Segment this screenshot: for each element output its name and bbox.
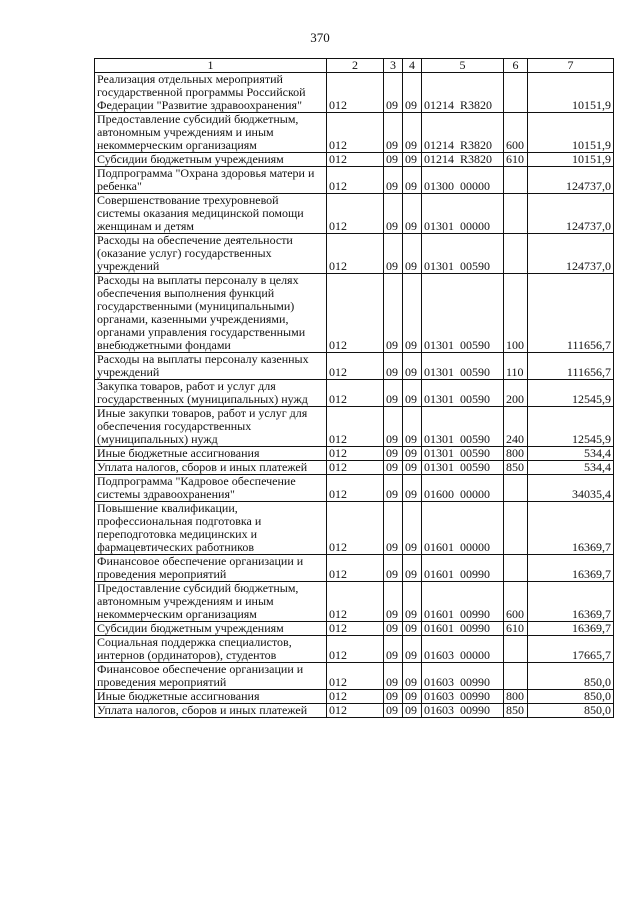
row-expense-type: 240 [504, 407, 528, 447]
row-target-article: 01601 00990 [422, 555, 504, 582]
row-amount: 850,0 [528, 690, 614, 704]
row-subsection: 09 [403, 274, 422, 353]
row-expense-type: 610 [504, 622, 528, 636]
row-subsection: 09 [403, 461, 422, 475]
header-col-1: 1 [95, 59, 327, 73]
row-expense-type: 110 [504, 353, 528, 380]
row-target-article: 01301 00590 [422, 447, 504, 461]
row-amount: 850,0 [528, 704, 614, 718]
row-target-article: 01301 00590 [422, 380, 504, 407]
row-amount: 850,0 [528, 663, 614, 690]
row-administrator-code: 012 [327, 113, 384, 153]
row-amount: 16369,7 [528, 622, 614, 636]
row-administrator-code: 012 [327, 690, 384, 704]
row-amount: 124737,0 [528, 234, 614, 274]
row-administrator-code: 012 [327, 73, 384, 113]
row-amount: 34035,4 [528, 475, 614, 502]
row-administrator-code: 012 [327, 234, 384, 274]
row-expense-type [504, 663, 528, 690]
table-row [95, 663, 614, 690]
row-section: 09 [384, 407, 403, 447]
row-section: 09 [384, 502, 403, 555]
row-target-article: 01601 00990 [422, 622, 504, 636]
row-target-article: 01214 R3820 [422, 113, 504, 153]
row-section: 09 [384, 475, 403, 502]
page-number: 370 [310, 30, 330, 45]
row-amount: 16369,7 [528, 502, 614, 555]
row-expense-type [504, 194, 528, 234]
row-amount: 16369,7 [528, 555, 614, 582]
row-subsection: 09 [403, 167, 422, 194]
row-subsection: 09 [403, 622, 422, 636]
header-col-6: 6 [504, 59, 528, 73]
table-row [95, 704, 614, 718]
row-target-article: 01603 00990 [422, 663, 504, 690]
row-expense-type: 600 [504, 113, 528, 153]
row-amount: 124737,0 [528, 194, 614, 234]
row-section: 09 [384, 704, 403, 718]
row-name: Уплата налогов, сборов и иных платежей [95, 704, 327, 718]
row-section: 09 [384, 274, 403, 353]
row-name: Иные закупки товаров, работ и услуг для обеспечения государственных (муниципальных) нужд [95, 407, 327, 447]
row-amount: 111656,7 [528, 274, 614, 353]
row-target-article: 01603 00990 [422, 704, 504, 718]
table-row [95, 274, 614, 353]
row-name: Расходы на выплаты персоналу казенных учреждений [95, 353, 327, 380]
row-expense-type: 800 [504, 447, 528, 461]
row-target-article: 01603 00990 [422, 690, 504, 704]
row-name: Повышение квалификации, профессиональная подготовка и переподготовка медицинских и фармацевтических работников [95, 502, 327, 555]
row-subsection: 09 [403, 555, 422, 582]
row-administrator-code: 012 [327, 555, 384, 582]
row-amount: 111656,7 [528, 353, 614, 380]
row-subsection: 09 [403, 475, 422, 502]
row-expense-type [504, 234, 528, 274]
row-target-article: 01301 00590 [422, 407, 504, 447]
row-expense-type: 600 [504, 582, 528, 622]
table-row [95, 380, 614, 407]
row-name: Предоставление субсидий бюджетным, автономным учреждениям и иным некоммерческим организациям [95, 582, 327, 622]
row-expense-type [504, 502, 528, 555]
row-target-article: 01601 00000 [422, 502, 504, 555]
table-row [95, 622, 614, 636]
row-expense-type [504, 167, 528, 194]
row-target-article: 01214 R3820 [422, 153, 504, 167]
row-amount: 10151,9 [528, 73, 614, 113]
row-subsection: 09 [403, 582, 422, 622]
row-amount: 12545,9 [528, 380, 614, 407]
row-name: Закупка товаров, работ и услуг для государственных (муниципальных) нужд [95, 380, 327, 407]
row-subsection: 09 [403, 663, 422, 690]
table-row [95, 502, 614, 555]
row-amount: 124737,0 [528, 167, 614, 194]
row-target-article: 01301 00590 [422, 234, 504, 274]
row-administrator-code: 012 [327, 194, 384, 234]
row-section: 09 [384, 73, 403, 113]
row-expense-type [504, 73, 528, 113]
table-row [95, 475, 614, 502]
row-administrator-code: 012 [327, 636, 384, 663]
row-section: 09 [384, 234, 403, 274]
table-row [95, 113, 614, 153]
table-row [95, 407, 614, 447]
row-name: Реализация отдельных мероприятий государственной программы Российской Федерации "Развитие здравоохранения" [95, 73, 327, 113]
row-administrator-code: 012 [327, 663, 384, 690]
row-expense-type: 800 [504, 690, 528, 704]
row-section: 09 [384, 447, 403, 461]
row-name: Расходы на обеспечение деятельности (оказание услуг) государственных учреждений [95, 234, 327, 274]
row-subsection: 09 [403, 380, 422, 407]
row-amount: 12545,9 [528, 407, 614, 447]
row-expense-type [504, 555, 528, 582]
row-subsection: 09 [403, 407, 422, 447]
row-target-article: 01300 00000 [422, 167, 504, 194]
header-row [95, 59, 614, 73]
row-section: 09 [384, 555, 403, 582]
header-col-7: 7 [528, 59, 614, 73]
row-section: 09 [384, 461, 403, 475]
row-name: Совершенствование трехуровневой системы оказания медицинской помощи женщинам и детям [95, 194, 327, 234]
row-section: 09 [384, 663, 403, 690]
row-target-article: 01601 00990 [422, 582, 504, 622]
row-subsection: 09 [403, 73, 422, 113]
table-row [95, 690, 614, 704]
row-name: Подпрограмма "Охрана здоровья матери и ребенка" [95, 167, 327, 194]
table-row [95, 461, 614, 475]
row-subsection: 09 [403, 234, 422, 274]
table-row [95, 555, 614, 582]
row-section: 09 [384, 582, 403, 622]
row-expense-type [504, 475, 528, 502]
row-subsection: 09 [403, 502, 422, 555]
row-section: 09 [384, 167, 403, 194]
row-name: Субсидии бюджетным учреждениям [95, 622, 327, 636]
table-row [95, 636, 614, 663]
row-section: 09 [384, 153, 403, 167]
row-administrator-code: 012 [327, 502, 384, 555]
row-administrator-code: 012 [327, 274, 384, 353]
table-row [95, 447, 614, 461]
row-subsection: 09 [403, 704, 422, 718]
row-expense-type [504, 636, 528, 663]
row-expense-type: 200 [504, 380, 528, 407]
row-name: Финансовое обеспечение организации и проведения мероприятий [95, 555, 327, 582]
row-name: Уплата налогов, сборов и иных платежей [95, 461, 327, 475]
row-administrator-code: 012 [327, 582, 384, 622]
table-body [95, 73, 614, 718]
row-subsection: 09 [403, 113, 422, 153]
table-row [95, 153, 614, 167]
row-expense-type: 850 [504, 461, 528, 475]
row-subsection: 09 [403, 353, 422, 380]
row-target-article: 01301 00590 [422, 274, 504, 353]
row-subsection: 09 [403, 690, 422, 704]
header-col-2: 2 [327, 59, 384, 73]
table-row [95, 167, 614, 194]
row-section: 09 [384, 690, 403, 704]
row-amount: 534,4 [528, 461, 614, 475]
row-administrator-code: 012 [327, 704, 384, 718]
row-subsection: 09 [403, 636, 422, 663]
row-administrator-code: 012 [327, 461, 384, 475]
table-row [95, 582, 614, 622]
row-expense-type: 610 [504, 153, 528, 167]
row-amount: 534,4 [528, 447, 614, 461]
row-administrator-code: 012 [327, 353, 384, 380]
row-subsection: 09 [403, 194, 422, 234]
table-row [95, 353, 614, 380]
table-row [95, 73, 614, 113]
row-expense-type: 100 [504, 274, 528, 353]
row-section: 09 [384, 380, 403, 407]
header-col-3: 3 [384, 59, 403, 73]
row-subsection: 09 [403, 447, 422, 461]
row-section: 09 [384, 194, 403, 234]
row-name: Предоставление субсидий бюджетным, автономным учреждениям и иным некоммерческим организациям [95, 113, 327, 153]
row-expense-type: 850 [504, 704, 528, 718]
row-section: 09 [384, 113, 403, 153]
row-administrator-code: 012 [327, 380, 384, 407]
table-row [95, 194, 614, 234]
row-administrator-code: 012 [327, 622, 384, 636]
header-col-4: 4 [403, 59, 422, 73]
row-name: Финансовое обеспечение организации и проведения мероприятий [95, 663, 327, 690]
row-administrator-code: 012 [327, 407, 384, 447]
row-target-article: 01301 00000 [422, 194, 504, 234]
row-target-article: 01301 00590 [422, 461, 504, 475]
row-name: Социальная поддержка специалистов, интернов (ординаторов), студентов [95, 636, 327, 663]
table-row [95, 234, 614, 274]
row-section: 09 [384, 622, 403, 636]
row-administrator-code: 012 [327, 447, 384, 461]
row-name: Субсидии бюджетным учреждениям [95, 153, 327, 167]
header-col-5: 5 [422, 59, 504, 73]
row-administrator-code: 012 [327, 153, 384, 167]
row-name: Расходы на выплаты персоналу в целях обеспечения выполнения функций государственными (муниципальными) органами, казенными учреждениями, органами управления государственными внебюджетными фондами [95, 274, 327, 353]
row-subsection: 09 [403, 153, 422, 167]
row-name: Иные бюджетные ассигнования [95, 690, 327, 704]
row-administrator-code: 012 [327, 475, 384, 502]
row-administrator-code: 012 [327, 167, 384, 194]
row-name: Иные бюджетные ассигнования [95, 447, 327, 461]
row-target-article: 01301 00590 [422, 353, 504, 380]
row-target-article: 01603 00000 [422, 636, 504, 663]
row-section: 09 [384, 636, 403, 663]
row-amount: 10151,9 [528, 113, 614, 153]
row-amount: 17665,7 [528, 636, 614, 663]
row-amount: 16369,7 [528, 582, 614, 622]
row-section: 09 [384, 353, 403, 380]
row-target-article: 01214 R3820 [422, 73, 504, 113]
row-amount: 10151,9 [528, 153, 614, 167]
row-target-article: 01600 00000 [422, 475, 504, 502]
row-name: Подпрограмма "Кадровое обеспечение системы здравоохранения" [95, 475, 327, 502]
budget-table [94, 58, 614, 718]
